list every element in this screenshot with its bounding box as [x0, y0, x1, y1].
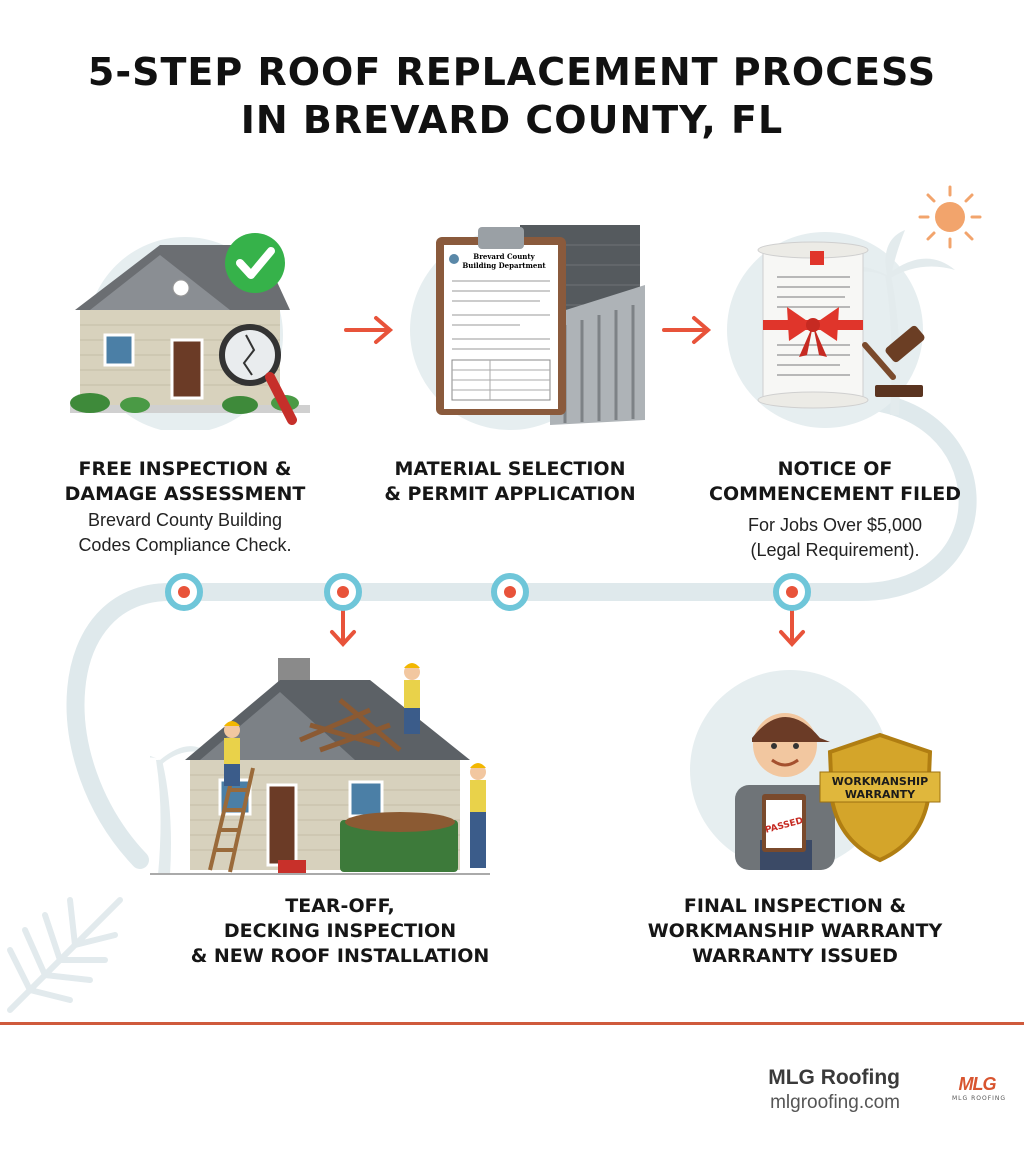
- roof-crew-icon: [150, 650, 510, 880]
- arrow-right-icon: [664, 318, 708, 342]
- step-4-title: [160, 894, 520, 969]
- step-3-description-line-2: (Legal Requirement).: [750, 540, 920, 560]
- step-5-title-line-3: WARRANTY ISSUED: [692, 945, 898, 967]
- worker-figure: [470, 763, 486, 868]
- step-1-title-line-2: DAMAGE ASSESSMENT: [64, 483, 306, 505]
- step-4-title-line-2: DECKING INSPECTION: [223, 920, 457, 942]
- form-heading-line-1: Brevard County: [473, 252, 535, 261]
- step-5-title-line-1: FINAL INSPECTION &: [683, 895, 907, 917]
- timeline-node: [494, 576, 526, 608]
- step-3-description-line-1: For Jobs Over $5,000: [747, 515, 923, 535]
- mlg-logo: [952, 1074, 1007, 1102]
- arrow-right-icon: [346, 318, 390, 342]
- footer-brand: [768, 1066, 900, 1114]
- step-5-title-line-2: WORKMANSHIP WARRANTY: [647, 920, 943, 942]
- inspector-warranty-icon: [680, 660, 950, 880]
- step-1-description-line-1: Brevard County Building: [87, 510, 283, 530]
- passed-stamp: PASSED: [764, 816, 805, 836]
- step-4-title-line-1: TEAR-OFF,: [285, 895, 395, 917]
- step-2-title-line-1: MATERIAL SELECTION: [394, 458, 626, 480]
- house-inspection-icon: [50, 215, 310, 430]
- step-1-title-line-1: FREE INSPECTION &: [78, 458, 292, 480]
- footer-divider: [0, 1022, 1024, 1025]
- step-3-title: [685, 457, 985, 507]
- step-4-title-line-3: & NEW ROOF INSTALLATION: [190, 945, 490, 967]
- permit-clipboard-icon: [400, 215, 660, 440]
- legal-scroll-gavel-icon: [715, 185, 995, 430]
- logo-subtext: MLG ROOFING: [952, 1095, 1007, 1102]
- step-2-title: [365, 457, 655, 507]
- timeline-node: [327, 576, 359, 608]
- palm-frond-icon: [0, 880, 140, 1020]
- step-1-title: [40, 457, 330, 507]
- step-3-title-line-1: NOTICE OF: [777, 458, 893, 480]
- warranty-badge-line-1: WORKMANSHIP: [831, 775, 929, 788]
- step-3-title-line-2: COMMENCEMENT FILED: [709, 483, 961, 505]
- worker-figure: [404, 663, 420, 734]
- warranty-badge-line-2: WARRANTY: [844, 788, 916, 801]
- timeline-node: [168, 576, 200, 608]
- form-heading-line-2: Building Department: [462, 261, 546, 270]
- step-1-description: [40, 508, 330, 558]
- sun-icon: [920, 187, 980, 247]
- arrow-down-icon: [332, 610, 354, 644]
- step-1-description-line-2: Codes Compliance Check.: [78, 535, 292, 555]
- brand-website: mlgroofing.com: [770, 1092, 900, 1113]
- step-3-description: [685, 513, 985, 563]
- step-2-title-line-2: & PERMIT APPLICATION: [384, 483, 636, 505]
- page-title-line-2: IN BREVARD COUNTY, FL: [240, 98, 784, 142]
- step-5-title: [620, 894, 970, 969]
- logo-mark: MLG: [958, 1074, 996, 1094]
- arrow-down-icon: [781, 610, 803, 644]
- brand-name: MLG Roofing: [768, 1066, 900, 1089]
- timeline-node: [776, 576, 808, 608]
- worker-figure: [224, 721, 240, 786]
- page-title-line-1: 5-STEP ROOF REPLACEMENT PROCESS: [87, 50, 937, 94]
